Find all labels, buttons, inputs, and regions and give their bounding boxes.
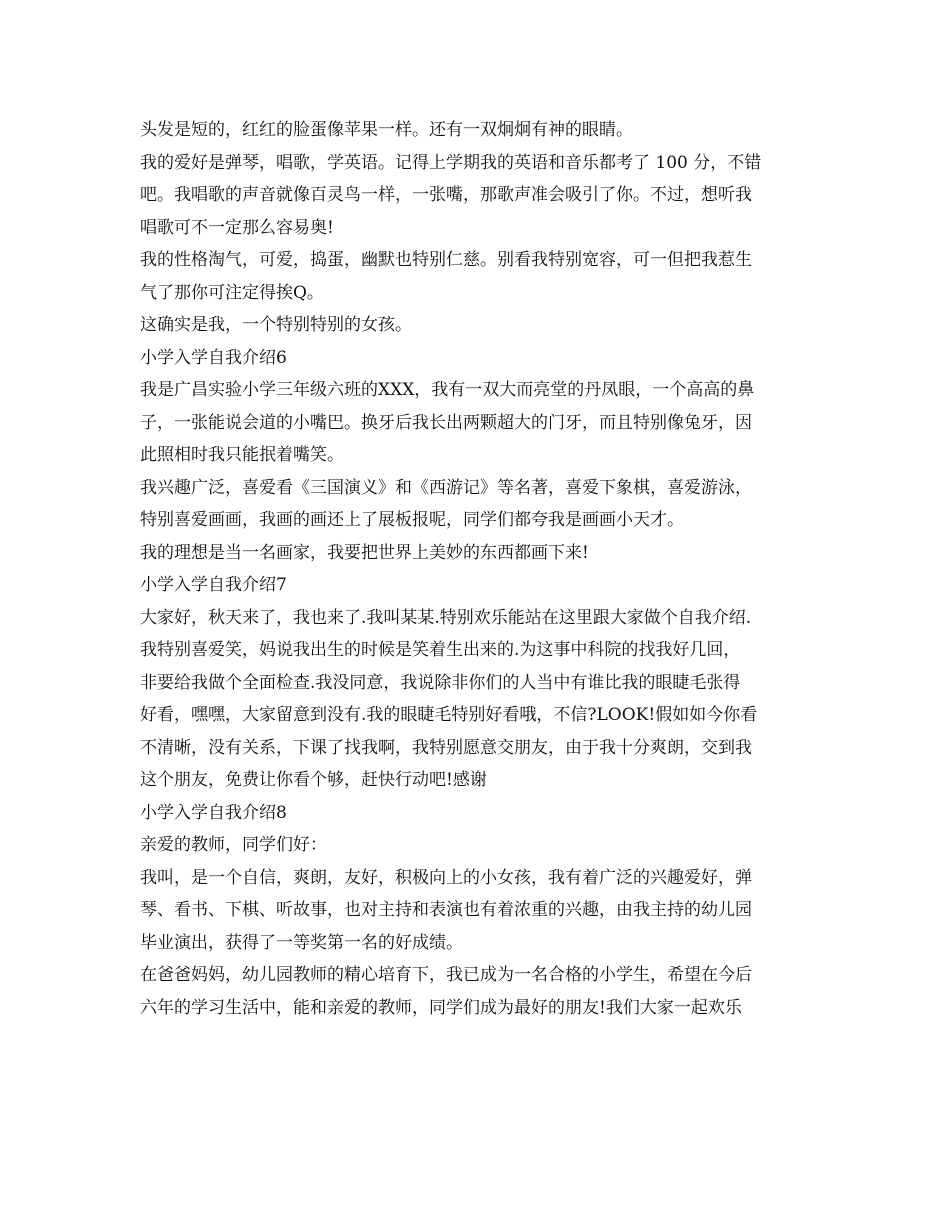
text-line: 气了那你可注定得挨Q。 [140,282,324,303]
text-line: 我兴趣广泛，喜爱看《三国演义》和《西游记》等名著，喜爱下象棋，喜爱游泳， [140,477,752,498]
text-line: 非要给我做个全面检查.我没同意，我说除非你们的人当中有谁比我的眼睫毛张得 [140,672,741,693]
text-line: 小学入学自我介绍7 [140,575,287,595]
text-line: 琴、看书、下棋、听故事，也对主持和表演也有着浓重的兴趣，由我主持的幼儿园 [140,900,752,920]
text-line: 子，一张能说会道的小嘴巴。换牙后我长出两颗超大的门牙，而且特别像兔牙，因 [140,412,752,433]
document-body [140,114,820,1024]
text-line: 六年的学习生活中，能和亲爱的教师，同学们成为最好的朋友!我们大家一起欢乐 [140,997,742,1018]
text-line: 此照相时我只能抿着嘴笑。 [140,445,344,465]
text-line: 小学入学自我介绍8 [140,802,287,823]
text-line: 我叫，是一个自信，爽朗，友好，积极向上的小女孩，我有着广泛的兴趣爱好，弹 [140,867,752,888]
text-line: 头发是短的，红红的脸蛋像苹果一样。还有一双炯炯有神的眼睛。 [140,120,633,140]
text-line: 我是广昌实验小学三年级六班的XXX，我有一双大而亮堂的丹凤眼，一个高高的鼻 [140,380,755,400]
text-line: 我的爱好是弹琴，唱歌，学英语。记得上学期我的英语和音乐都考了 100 分，不错 [140,152,762,173]
text-line: 我特别喜爱笑，妈说我出生的时候是笑着生出来的.为这事中科院的找我好几回， [140,640,741,660]
text-line: 毕业演出，获得了一等奖第一名的好成绩。 [140,932,463,953]
text-line: 不清晰，没有关系，下课了找我啊，我特别愿意交朋友，由于我十分爽朗，交到我 [140,737,752,758]
text-line: 特别喜爱画画，我画的画还上了展板报呢，同学们都夸我是画画小天才。 [140,510,684,530]
text-line: 唱歌可不一定那么容易奥! [140,217,334,238]
text-line: 这个朋友，免费让你看个够，赶快行动吧!感谢 [140,770,487,790]
text-line: 吧。我唱歌的声音就像百灵鸟一样，一张嘴，那歌声准会吸引了你。不过，想听我 [140,185,752,205]
text-line: 大家好，秋天来了，我也来了.我叫某某.特别欢乐能站在这里跟大家做个自我介绍. [140,607,752,628]
text-line: 我的理想是当一名画家，我要把世界上美妙的东西都画下来! [140,542,589,563]
text-line: 亲爱的教师，同学们好： [140,835,327,855]
text-line: 好看，嘿嘿，大家留意到没有.我的眼睫毛特别好看哦，不信?LOOK!假如如今你看 [140,705,758,725]
text-line: 这确实是我，一个特别特别的女孩。 [140,315,412,335]
text-line: 我的性格淘气，可爱，捣蛋，幽默也特别仁慈。别看我特别宽容，可一但把我惹生 [140,250,752,270]
text-line: 在爸爸妈妈，幼儿园教师的精心培育下，我已成为一名合格的小学生，希望在今后 [140,965,752,985]
text-line: 小学入学自我介绍6 [140,347,287,368]
